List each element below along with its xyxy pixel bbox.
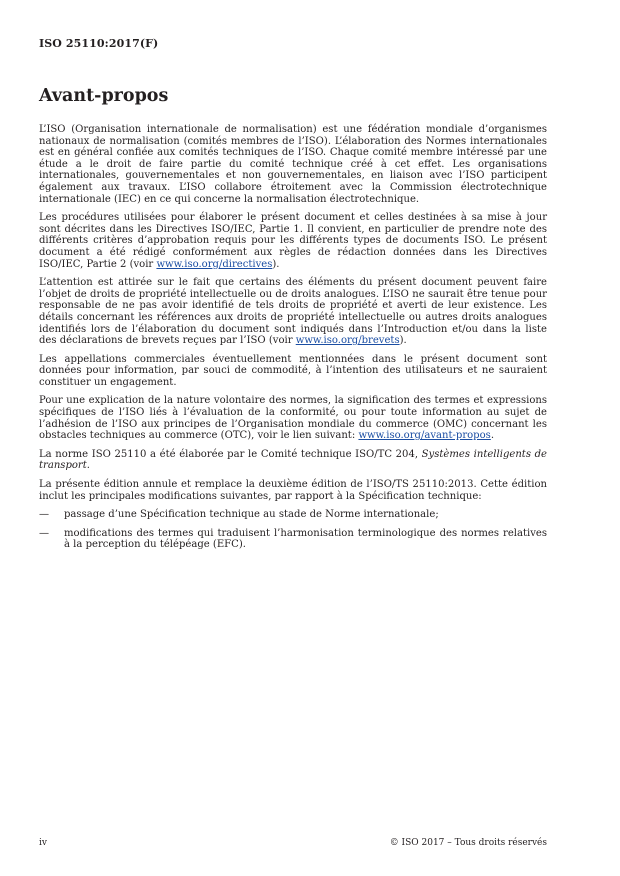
foreword-body xyxy=(39,124,547,558)
paragraph-trade-names: Les appellations commerciales éventuellement mentionnées dans le présent document sont données pour information, par souci de commodité, à l’intention des utilisateurs et ne sauraient constituer un engagement. xyxy=(39,353,547,388)
paragraph-text: Pour une explication de la nature volontaire des normes, la signification des termes et expressions spécifiques de l’ISO liés à l’évaluation de la conformité, ou pour toute information au sujet de l’adhésion de l’ISO aux principes de l’Organisation mondiale du commerce (OMC) concernant les obstacles techniques au commerce (OTC), voir le lien suivant: xyxy=(39,395,547,442)
paragraph-committee xyxy=(39,449,547,472)
paragraph-voluntary-nature xyxy=(39,395,547,441)
copyright-notice: © ISO 2017 – Tous droits réservés xyxy=(389,838,547,848)
patents-link[interactable]: www.iso.org/brevets xyxy=(295,335,400,347)
list-dash: — xyxy=(39,509,50,521)
paragraph-text: L’attention est attirée sur le fait que certains des éléments du présent document peuvent faire l’objet de droits de propriété intellectuelle ou de droits analogues. L’ISO ne saurait être tenue pour responsable de ne pas avoir identifié de tels droits de propriété et averti de leur existence. Les détails concernant les références aux droits de propriété intellectuelle ou autres droits analogues identifiés lors de l’élaboration du document sont indiqués dans l’Introduction et/ou dans la liste des déclarations de brevets reçues par l’ISO (voir xyxy=(39,277,547,347)
paragraph-edition: La présente édition annule et remplace la deuxième édition de l’ISO/TS 25110:2013. Cette édition inclut les principales modifications suivantes, par rapport à la Spécification technique: xyxy=(39,479,547,502)
foreword-link[interactable]: www.iso.org/avant-propos xyxy=(358,430,491,442)
paragraph-text: Les procédures utilisées pour élaborer le présent document et celles destinées à sa mise à jour sont décrites dans les Directives ISO/IEC, Partie 1. Il convient, en particulier de prendre note des différents critères d’approbation requis pour les différents types de documents ISO. Le présent document a été rédigé conformément aux règles de rédaction données dans les Directives ISO/IEC, Partie 2 (voir xyxy=(39,212,547,270)
list-dash: — xyxy=(39,527,50,539)
page-title: Avant-propos xyxy=(39,86,169,106)
directives-link[interactable]: www.iso.org/directives xyxy=(156,258,273,270)
paragraph-patents xyxy=(39,277,547,347)
list-item-text: passage d’une Spécification technique au stade de Norme internationale; xyxy=(64,509,439,521)
paragraph-text: La norme ISO 25110 a été élaborée par le Comité technique ISO/TC 204, xyxy=(39,448,422,460)
paragraph-iso-intro: L’ISO (Organisation internationale de normalisation) est une fédération mondiale d’organismes nationaux de normalisation (comités membres de l’ISO). L’élaboration des Normes internationales est en général confiée aux comités techniques de l’ISO. Chaque comité membre intéressé par une étude a le droit de faire partie du comité technique créé à cet effet. Les organisations internationales, gouvernementales et non gouvernementales, en liaison avec l’ISO participent également aux travaux. L’ISO collabore étroitement avec la Commission électrotechnique internationale (IEC) en ce qui concerne la normalisation électrotechnique. xyxy=(39,124,547,205)
list-item-text: modifications des termes qui traduisent l’harmonisation terminologique des normes relatives à la perception du télépéage (EFC). xyxy=(64,527,547,551)
list-item xyxy=(39,528,547,551)
paragraph-text-end: ). xyxy=(399,335,407,347)
list-item xyxy=(39,509,547,521)
paragraph-procedures xyxy=(39,212,547,270)
paragraph-text-end: . xyxy=(86,460,90,472)
page-number: iv xyxy=(39,838,47,848)
document-id-header: ISO 25110:2017(F) xyxy=(39,37,159,50)
paragraph-text-end: . xyxy=(490,430,495,442)
paragraph-text-end: ). xyxy=(272,258,280,270)
committee-title: Systèmes intelligents de transport xyxy=(39,448,547,472)
